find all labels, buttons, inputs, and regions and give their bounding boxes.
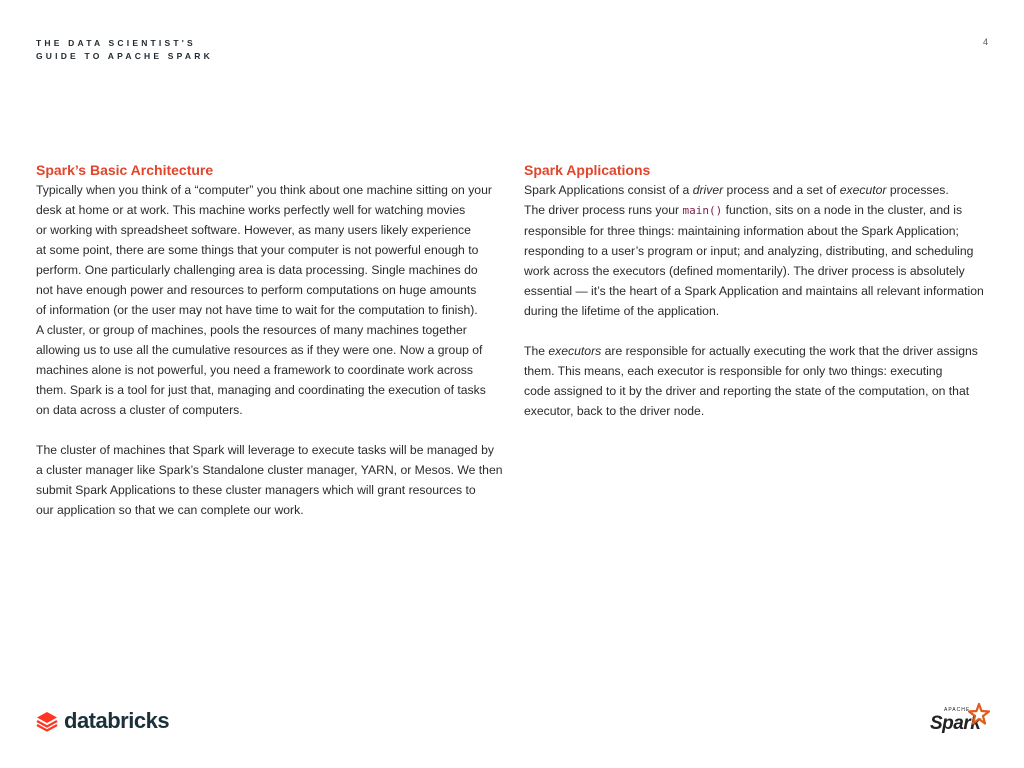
text-line: on data across a cluster of computers. xyxy=(36,403,243,417)
text-run: The xyxy=(524,344,549,358)
databricks-wordmark: databricks xyxy=(64,708,170,733)
text-line xyxy=(524,180,994,200)
text-line: machines alone is not powerful, you need a framework to coordinate work across xyxy=(36,363,473,377)
page-number: 4 xyxy=(983,37,989,47)
text-line: a cluster manager like Spark’s Standalone cluster manager, YARN, or Mesos. We then xyxy=(36,463,503,477)
spark-star-icon xyxy=(968,703,990,725)
text-run: The driver process runs your xyxy=(524,203,683,217)
code-main: main() xyxy=(682,204,723,217)
text-line: not have enough power and resources to perform computations on huge amounts xyxy=(36,283,477,297)
apache-spark-logo xyxy=(930,705,990,737)
section-heading-architecture: Spark’s Basic Architecture xyxy=(36,162,214,178)
paragraph-applications-1 xyxy=(524,180,994,321)
text-line: work across the executors (defined momentarily). The driver process is absolutely xyxy=(524,264,965,278)
text-line: responsible for three things: maintaining information about the Spark Application; xyxy=(524,224,959,238)
text-line xyxy=(524,200,994,221)
text-line: desk at home or at work. This machine works perfectly well for watching movies xyxy=(36,203,466,217)
text-line: responding to a user’s program or input; and analyzing, distributing, and scheduling xyxy=(524,244,974,258)
text-line: A cluster, or group of machines, pools the resources of many machines together xyxy=(36,323,467,337)
section-heading-applications: Spark Applications xyxy=(524,162,651,178)
term-driver: driver xyxy=(692,183,724,197)
spark-wordmark: Spark xyxy=(930,713,981,734)
spark-apache-label: APACHE xyxy=(944,707,971,713)
text-line: code assigned to it by the driver and reporting the state of the computation, on that xyxy=(524,384,970,398)
paragraph-applications-2 xyxy=(524,341,994,421)
databricks-logo xyxy=(36,708,169,734)
text-line: our application so that we can complete our work. xyxy=(36,503,304,517)
text-line: them. This means, each executor is responsible for only two things: executing xyxy=(524,364,943,378)
text-line: perform. One particularly challenging area is data processing. Single machines do xyxy=(36,263,478,277)
text-line xyxy=(524,341,994,361)
text-run: process and a set of xyxy=(723,183,840,197)
title-line-1: THE DATA SCIENTIST'S xyxy=(36,38,196,48)
text-line: essential — it’s the heart of a Spark Application and maintains all relevant information xyxy=(524,284,984,298)
right-column xyxy=(524,160,994,421)
text-line: or working with spreadsheet software. However, as many users likely experience xyxy=(36,223,471,237)
text-line: executor, back to the driver node. xyxy=(524,404,705,418)
left-column xyxy=(36,160,506,520)
text-run: processes. xyxy=(886,183,949,197)
text-line: submit Spark Applications to these cluster managers which will grant resources to xyxy=(36,483,476,497)
title-line-2: GUIDE TO APACHE SPARK xyxy=(36,51,213,61)
text-line: at some point, there are some things that your computer is not powerful enough to xyxy=(36,243,479,257)
text-line: during the lifetime of the application. xyxy=(524,304,720,318)
text-line: Typically when you think of a “computer” you think about one machine sitting on your xyxy=(36,183,492,197)
text-run: are responsible for actually executing the work that the driver assigns xyxy=(601,344,978,358)
text-line: them. Spark is a tool for just that, managing and coordinating the execution of tasks xyxy=(36,383,486,397)
text-run: function, sits on a node in the cluster, and is xyxy=(722,203,963,217)
term-executors: executors xyxy=(548,344,602,358)
text-line: The cluster of machines that Spark will leverage to execute tasks will be managed by xyxy=(36,443,494,457)
paragraph-architecture-1 xyxy=(36,180,506,420)
text-line: allowing us to use all the cumulative resources as if they were one. Now a group of xyxy=(36,343,483,357)
term-executor: executor xyxy=(839,183,887,197)
text-line: of information (or the user may not have time to wait for the computation to finish). xyxy=(36,303,478,317)
document-title xyxy=(36,37,213,63)
databricks-logo-icon xyxy=(36,710,58,732)
text-run: Spark Applications consist of a xyxy=(524,183,693,197)
paragraph-architecture-2 xyxy=(36,440,506,520)
